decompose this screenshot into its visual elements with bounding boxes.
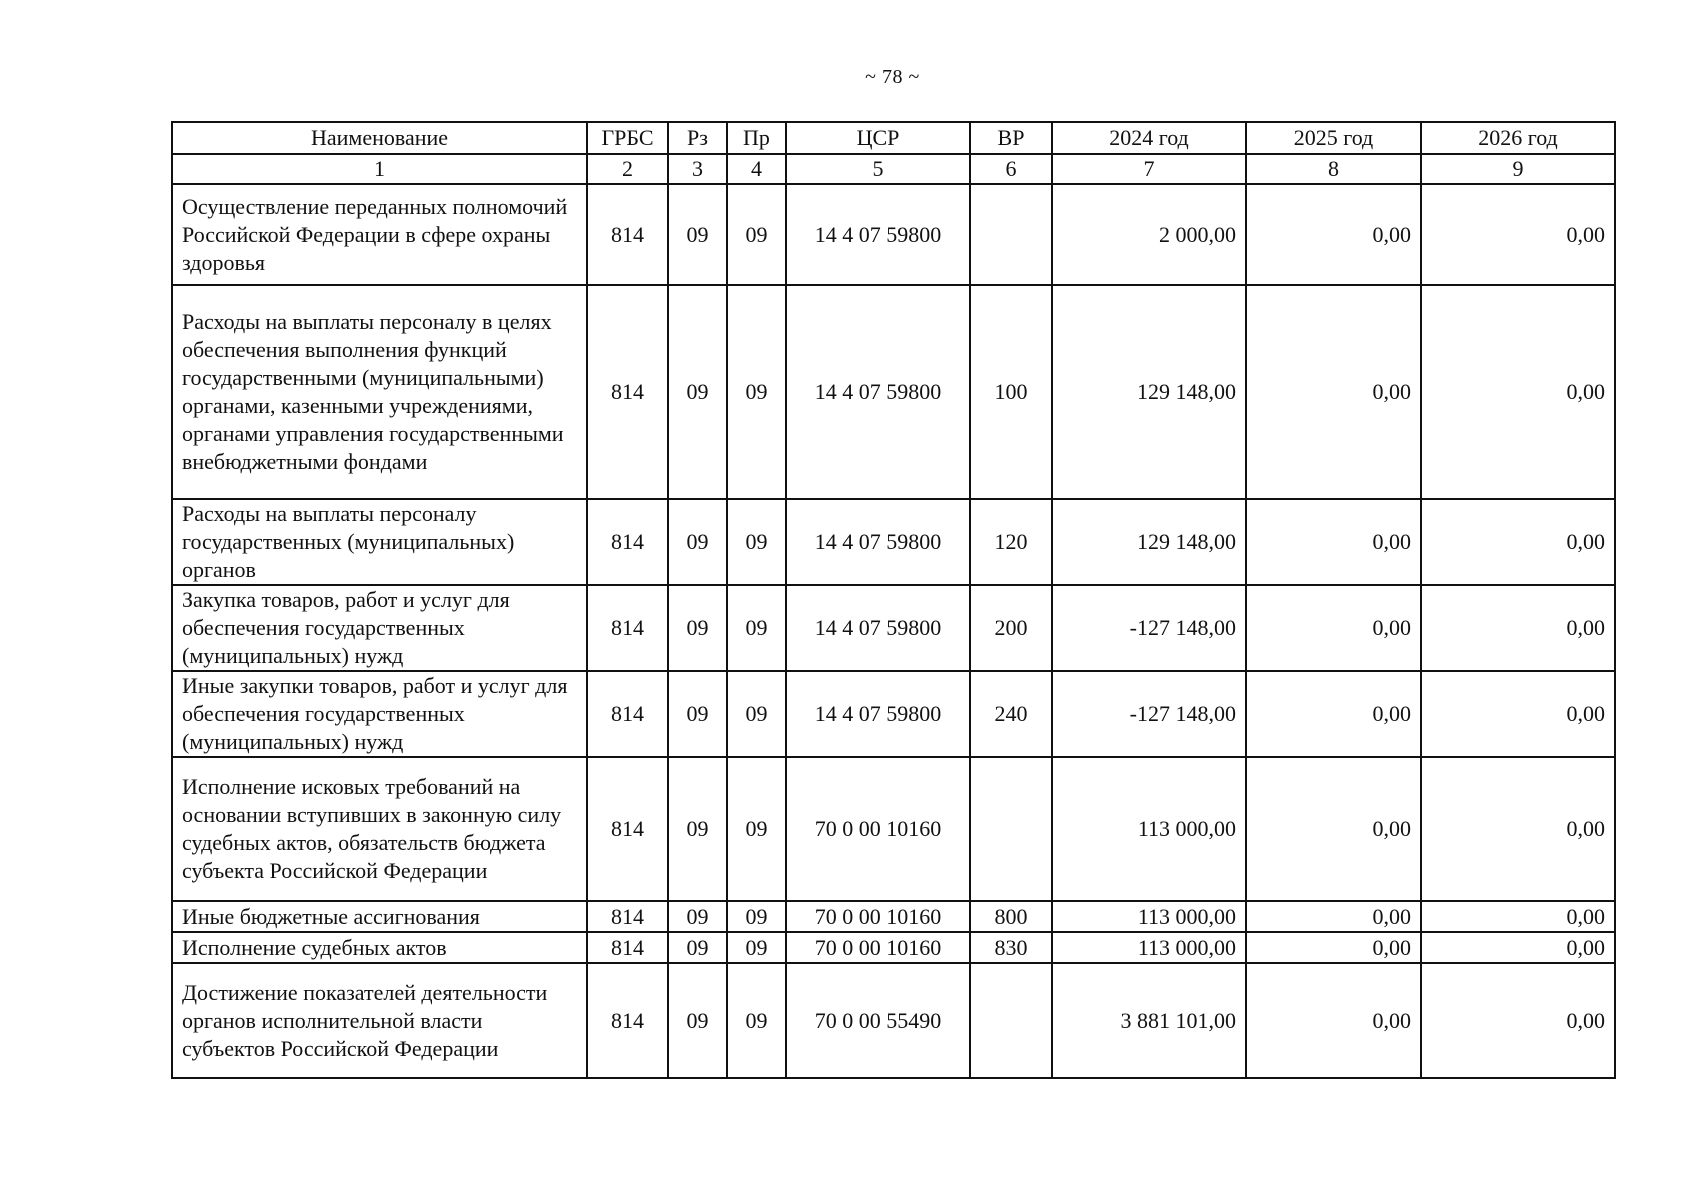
row-rz: 09 — [668, 499, 727, 585]
row-name: Расходы на выплаты персоналу государственных (муниципальных) органов — [172, 499, 587, 585]
row-2024: 3 881 101,00 — [1052, 963, 1246, 1078]
header-csr: ЦСР — [786, 122, 970, 154]
row-2026: 0,00 — [1421, 499, 1615, 585]
table-row — [172, 671, 1615, 757]
row-2024: -127 148,00 — [1052, 671, 1246, 757]
row-name: Осуществление переданных полномочий Российской Федерации в сфере охраны здоровья — [172, 184, 587, 285]
row-2025: 0,00 — [1246, 757, 1421, 901]
row-2025: 0,00 — [1246, 285, 1421, 499]
column-number: 2 — [587, 154, 668, 184]
row-csr: 14 4 07 59800 — [786, 285, 970, 499]
row-2024: 129 148,00 — [1052, 285, 1246, 499]
table-row — [172, 757, 1615, 901]
row-grbs: 814 — [587, 932, 668, 963]
row-2026: 0,00 — [1421, 963, 1615, 1078]
header-2026: 2026 год — [1421, 122, 1615, 154]
row-name: Исполнение судебных актов — [172, 932, 587, 963]
row-pr: 09 — [727, 285, 786, 499]
row-grbs: 814 — [587, 901, 668, 932]
row-rz: 09 — [668, 671, 727, 757]
row-2026: 0,00 — [1421, 671, 1615, 757]
page-number: ~ 78 ~ — [865, 66, 920, 88]
row-pr: 09 — [727, 671, 786, 757]
row-csr: 70 0 00 55490 — [786, 963, 970, 1078]
row-2026: 0,00 — [1421, 585, 1615, 671]
row-2025: 0,00 — [1246, 932, 1421, 963]
row-grbs: 814 — [587, 585, 668, 671]
row-rz: 09 — [668, 932, 727, 963]
column-number: 1 — [172, 154, 587, 184]
header-vr: ВР — [970, 122, 1052, 154]
row-vr — [970, 963, 1052, 1078]
row-2026: 0,00 — [1421, 901, 1615, 932]
row-name: Иные бюджетные ассигнования — [172, 901, 587, 932]
row-name: Исполнение исковых требований на основании вступивших в законную силу судебных актов, обязательств бюджета субъекта Российской Федерации — [172, 757, 587, 901]
column-number: 5 — [786, 154, 970, 184]
row-2024: 2 000,00 — [1052, 184, 1246, 285]
column-number: 6 — [970, 154, 1052, 184]
row-pr: 09 — [727, 932, 786, 963]
row-vr: 120 — [970, 499, 1052, 585]
row-2024: 113 000,00 — [1052, 901, 1246, 932]
row-vr: 240 — [970, 671, 1052, 757]
table-row — [172, 901, 1615, 932]
header-2024: 2024 год — [1052, 122, 1246, 154]
row-2026: 0,00 — [1421, 285, 1615, 499]
column-number: 4 — [727, 154, 786, 184]
row-csr: 14 4 07 59800 — [786, 671, 970, 757]
row-pr: 09 — [727, 963, 786, 1078]
row-grbs: 814 — [587, 184, 668, 285]
row-grbs: 814 — [587, 499, 668, 585]
row-csr: 70 0 00 10160 — [786, 757, 970, 901]
row-2024: 113 000,00 — [1052, 757, 1246, 901]
row-2026: 0,00 — [1421, 184, 1615, 285]
row-vr: 200 — [970, 585, 1052, 671]
header-pr: Пр — [727, 122, 786, 154]
row-2025: 0,00 — [1246, 499, 1421, 585]
row-vr — [970, 757, 1052, 901]
row-2024: 113 000,00 — [1052, 932, 1246, 963]
column-number-row — [172, 154, 1615, 184]
column-number: 3 — [668, 154, 727, 184]
row-2024: -127 148,00 — [1052, 585, 1246, 671]
table-row — [172, 184, 1615, 285]
row-pr: 09 — [727, 499, 786, 585]
row-csr: 14 4 07 59800 — [786, 184, 970, 285]
row-rz: 09 — [668, 585, 727, 671]
row-csr: 70 0 00 10160 — [786, 932, 970, 963]
row-2024: 129 148,00 — [1052, 499, 1246, 585]
header-2025: 2025 год — [1246, 122, 1421, 154]
table-row — [172, 932, 1615, 963]
row-vr — [970, 184, 1052, 285]
row-csr: 14 4 07 59800 — [786, 585, 970, 671]
row-2025: 0,00 — [1246, 963, 1421, 1078]
column-number: 8 — [1246, 154, 1421, 184]
header-grbs: ГРБС — [587, 122, 668, 154]
row-name: Закупка товаров, работ и услуг для обеспечения государственных (муниципальных) нужд — [172, 585, 587, 671]
table-row — [172, 585, 1615, 671]
row-2026: 0,00 — [1421, 932, 1615, 963]
column-number: 7 — [1052, 154, 1246, 184]
row-pr: 09 — [727, 585, 786, 671]
row-rz: 09 — [668, 901, 727, 932]
header-name: Наименование — [172, 122, 587, 154]
row-grbs: 814 — [587, 963, 668, 1078]
column-number: 9 — [1421, 154, 1615, 184]
row-pr: 09 — [727, 757, 786, 901]
row-rz: 09 — [668, 285, 727, 499]
row-grbs: 814 — [587, 285, 668, 499]
row-rz: 09 — [668, 757, 727, 901]
row-vr: 830 — [970, 932, 1052, 963]
row-rz: 09 — [668, 184, 727, 285]
row-grbs: 814 — [587, 671, 668, 757]
table-row — [172, 499, 1615, 585]
table-row — [172, 285, 1615, 499]
row-vr: 800 — [970, 901, 1052, 932]
row-vr: 100 — [970, 285, 1052, 499]
row-2026: 0,00 — [1421, 757, 1615, 901]
header-rz: Рз — [668, 122, 727, 154]
row-rz: 09 — [668, 963, 727, 1078]
row-grbs: 814 — [587, 757, 668, 901]
row-2025: 0,00 — [1246, 585, 1421, 671]
row-pr: 09 — [727, 901, 786, 932]
row-name: Достижение показателей деятельности органов исполнительной власти субъектов Российской Федерации — [172, 963, 587, 1078]
row-2025: 0,00 — [1246, 184, 1421, 285]
row-name: Расходы на выплаты персоналу в целях обеспечения выполнения функций государственными (муниципальными) органами, казенными учреждениями, органами управления государственными внебюджетными фондами — [172, 285, 587, 499]
budget-table — [171, 121, 1616, 1079]
header-row — [172, 122, 1615, 154]
row-csr: 70 0 00 10160 — [786, 901, 970, 932]
row-2025: 0,00 — [1246, 901, 1421, 932]
row-name: Иные закупки товаров, работ и услуг для обеспечения государственных (муниципальных) нужд — [172, 671, 587, 757]
row-csr: 14 4 07 59800 — [786, 499, 970, 585]
table-row — [172, 963, 1615, 1078]
row-pr: 09 — [727, 184, 786, 285]
row-2025: 0,00 — [1246, 671, 1421, 757]
